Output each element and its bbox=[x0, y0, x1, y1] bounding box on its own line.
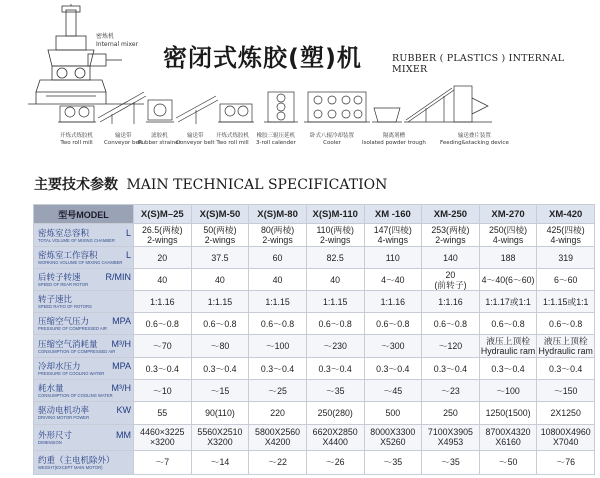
spec-row-label bbox=[34, 358, 134, 380]
table-row bbox=[34, 335, 595, 358]
spec-label-cn: 压缩空气消耗量 bbox=[38, 338, 98, 349]
spec-cell: 40 bbox=[134, 269, 192, 291]
spec-cell: 0.6～0.8 bbox=[249, 313, 307, 335]
spec-cell: ～230 bbox=[306, 335, 364, 358]
spec-cell: 1:1.15或1:1 bbox=[537, 291, 595, 313]
spec-unit: R/MIN bbox=[105, 272, 131, 283]
spec-label-en: SPEED RATIO OF ROTORS bbox=[38, 304, 92, 310]
spec-row-label bbox=[34, 424, 134, 450]
spec-cell: 0.6～0.8 bbox=[306, 313, 364, 335]
spec-cell: 188 bbox=[479, 247, 537, 269]
spec-cell: ～35 bbox=[364, 450, 422, 474]
spec-label-en: WORKING VOLUME OF MIXING CHAMBER bbox=[38, 260, 123, 266]
production-line-illustration bbox=[56, 78, 596, 136]
machine-caption: 输送带 Conveyor belt bbox=[104, 133, 143, 146]
spec-cell: 8700X4320 X6160 bbox=[479, 424, 537, 450]
spec-cell: ～50 bbox=[479, 450, 537, 474]
spec-label-en: WEIGHT(EXCEPT MAIN MOTOR) bbox=[38, 464, 103, 470]
spec-cell: 90(110) bbox=[191, 402, 249, 424]
spec-cell: 250(四棱) 4-wings bbox=[479, 224, 537, 247]
spec-cell: ～45 bbox=[364, 380, 422, 402]
spec-label-en: DRIVING MOTOR POWER bbox=[38, 415, 90, 421]
spec-cell: 6620X2850 X4400 bbox=[306, 424, 364, 450]
spec-cell: ～26 bbox=[306, 450, 364, 474]
spec-cell: 7100X3905 X4953 bbox=[422, 424, 480, 450]
machine-caption: 输送带 Conveyor belt bbox=[176, 133, 215, 146]
spec-cell: ～23 bbox=[422, 380, 480, 402]
spec-cell: 50(两棱) 2-wings bbox=[191, 224, 249, 247]
table-header-row bbox=[34, 205, 595, 224]
table-row bbox=[34, 247, 595, 269]
spec-label-cn: 压缩空气压力 bbox=[38, 316, 90, 327]
spec-label-cn: 密炼室总容积 bbox=[38, 227, 90, 238]
spec-label-en: CONSUMPTION OF COOLING WATER bbox=[38, 393, 113, 399]
spec-cell: 2X1250 bbox=[537, 402, 595, 424]
spec-cell: 1:1.16 bbox=[422, 291, 480, 313]
spec-unit: M³/H bbox=[111, 338, 131, 349]
spec-cell: 0.3～0.4 bbox=[191, 358, 249, 380]
spec-cell: ～25 bbox=[249, 380, 307, 402]
spec-cell: 1:1.17或1:1 bbox=[479, 291, 537, 313]
spec-cell: ～80 bbox=[191, 335, 249, 358]
spec-row-label bbox=[34, 450, 134, 474]
spec-label-cn: 外形尺寸 bbox=[38, 429, 73, 440]
spec-label-en: DIMENSION bbox=[38, 439, 62, 445]
model-column-header: XM-270 bbox=[479, 205, 537, 224]
page-title: 密闭式炼胶(塑)机 bbox=[163, 44, 362, 72]
spec-label-en: PRESSURE OF COMPRESSED AIR bbox=[38, 326, 107, 332]
spec-cell: 0.6～0.8 bbox=[537, 313, 595, 335]
spec-unit: KW bbox=[116, 405, 131, 416]
spec-cell: 40 bbox=[249, 269, 307, 291]
spec-cell: 1:1.15 bbox=[249, 291, 307, 313]
spec-cell: 1:1.15 bbox=[306, 291, 364, 313]
spec-cell: ～22 bbox=[249, 450, 307, 474]
table-row bbox=[34, 450, 595, 474]
spec-label-en: CONSUMPTION OF COMPRESSED AIR bbox=[38, 348, 116, 354]
machine-caption: 开炼式炼胶机 Two roll mill bbox=[60, 133, 94, 146]
spec-row-label bbox=[34, 291, 134, 313]
spec-cell: 0.3～0.4 bbox=[537, 358, 595, 380]
table-row bbox=[34, 269, 595, 291]
spec-cell: 8000X3300 X5260 bbox=[364, 424, 422, 450]
spec-cell: 26.5(两棱) 2-wings bbox=[134, 224, 192, 247]
spec-cell: 0.3～0.4 bbox=[364, 358, 422, 380]
spec-cell: 250(280) bbox=[306, 402, 364, 424]
spec-cell: ～120 bbox=[422, 335, 480, 358]
spec-cell: 0.3～0.4 bbox=[249, 358, 307, 380]
spec-section-title: 主要技术参数 MAIN TECHNICAL SPECIFICATION bbox=[34, 177, 388, 193]
spec-row-label bbox=[34, 224, 134, 247]
spec-cell: 250 bbox=[422, 402, 480, 424]
spec-cell: ～70 bbox=[134, 335, 192, 358]
spec-cell: 0.6～0.8 bbox=[191, 313, 249, 335]
spec-cell: 253(两棱) 2-wings bbox=[422, 224, 480, 247]
machine-caption: 开炼式炼胶机 Two roll mill bbox=[216, 133, 250, 146]
spec-cell: 82.5 bbox=[306, 247, 364, 269]
spec-cell: 37.5 bbox=[191, 247, 249, 269]
spec-cell: 500 bbox=[364, 402, 422, 424]
spec-cell: ～10 bbox=[134, 380, 192, 402]
spec-label-cn: 约重（主电机除外） bbox=[38, 454, 115, 465]
mixer-label: 密炼机 Internal mixer bbox=[96, 33, 139, 48]
spec-cell: 110 bbox=[364, 247, 422, 269]
spec-row-label bbox=[34, 247, 134, 269]
spec-cell: 0.6～0.8 bbox=[479, 313, 537, 335]
page-subtitle: RUBBER ( PLASTICS ) INTERNAL MIXER bbox=[392, 53, 565, 75]
spec-cell: 0.3～0.4 bbox=[479, 358, 537, 380]
table-row bbox=[34, 313, 595, 335]
model-header: 型号MODEL bbox=[34, 205, 134, 224]
spec-cell: 140 bbox=[422, 247, 480, 269]
table-row bbox=[34, 291, 595, 313]
spec-label-en: TOTAL VOLUME OF MIXING CHAMBER bbox=[38, 237, 115, 243]
machine-caption: 卧式八辊冷却装置 Cooler bbox=[310, 133, 355, 146]
spec-cell: 4460×3225 ×3200 bbox=[134, 424, 192, 450]
model-column-header: XM-250 bbox=[422, 205, 480, 224]
spec-cell: ～150 bbox=[537, 380, 595, 402]
spec-cell: 1:1.16 bbox=[134, 291, 192, 313]
machine-caption: 橡胶三辊压延机 3-roll calender bbox=[256, 133, 296, 146]
spec-row-label bbox=[34, 269, 134, 291]
catalog-header bbox=[0, 0, 600, 160]
spec-cell: ～15 bbox=[191, 380, 249, 402]
spec-row-label bbox=[34, 402, 134, 424]
spec-cell: 0.6～0.8 bbox=[364, 313, 422, 335]
spec-cell: 5560X2510 X3200 bbox=[191, 424, 249, 450]
spec-label-cn: 耗水量 bbox=[38, 383, 64, 394]
spec-cell: 0.3～0.4 bbox=[306, 358, 364, 380]
spec-cell: 10800X4960 X7040 bbox=[537, 424, 595, 450]
spec-unit: L bbox=[125, 227, 131, 238]
spec-label-cn: 后转子转速 bbox=[38, 272, 81, 283]
spec-cell: 0.3～0.4 bbox=[134, 358, 192, 380]
spec-label-en: SPEED OF REAR ROTOR bbox=[38, 282, 89, 288]
table-row bbox=[34, 224, 595, 247]
table-row bbox=[34, 358, 595, 380]
spec-cell: 0.6～0.8 bbox=[134, 313, 192, 335]
spec-cell: 110(两棱) 2-wings bbox=[306, 224, 364, 247]
spec-cell: ～35 bbox=[306, 380, 364, 402]
spec-cell: 40 bbox=[306, 269, 364, 291]
machine-caption: 隔离剂槽 Isolated powder trough bbox=[362, 133, 426, 146]
spec-cell: 6～60 bbox=[537, 269, 595, 291]
machine-caption: 滤胶机 Rubber strainer bbox=[138, 133, 181, 146]
spec-label-en: PRESSURE OF COOLING WATER bbox=[38, 371, 105, 377]
spec-unit: MM bbox=[116, 429, 131, 440]
spec-label-cn: 驱动电机功率 bbox=[38, 405, 90, 416]
table-row bbox=[34, 424, 595, 450]
spec-unit: MPA bbox=[112, 316, 131, 327]
spec-cell: 液压上顶栓 Hydraulic ram bbox=[480, 336, 536, 357]
spec-cell: 4～40 bbox=[364, 269, 422, 291]
model-column-header: X(S)M–25 bbox=[134, 205, 192, 224]
spec-cell: ～100 bbox=[249, 335, 307, 358]
spec-cell: 55 bbox=[134, 402, 192, 424]
table-row bbox=[34, 402, 595, 424]
spec-cell: 1250(1500) bbox=[479, 402, 537, 424]
spec-row-label bbox=[34, 380, 134, 402]
spec-cell: 液压上顶栓 Hydraulic ram bbox=[538, 336, 593, 357]
machine-caption: 输送叠片装置 Feeding&stacking device bbox=[440, 133, 509, 146]
model-column-header: X(S)M-50 bbox=[191, 205, 249, 224]
spec-unit: MPA bbox=[112, 361, 131, 372]
spec-cell: ～7 bbox=[134, 450, 192, 474]
spec-cell: 4～40(6～60) bbox=[479, 269, 537, 291]
spec-cell: 40 bbox=[191, 269, 249, 291]
table-row bbox=[34, 380, 595, 402]
spec-unit: M³/H bbox=[111, 383, 131, 394]
model-column-header: XM -160 bbox=[364, 205, 422, 224]
spec-row-label bbox=[34, 335, 134, 358]
spec-cell: 147(四棱) 4-wings bbox=[364, 224, 422, 247]
spec-row-label bbox=[34, 313, 134, 335]
model-column-header: X(S)M-80 bbox=[249, 205, 307, 224]
spec-label-cn: 转子速比 bbox=[38, 294, 73, 305]
spec-cell: 0.6～0.8 bbox=[422, 313, 480, 335]
spec-label-cn: 密炼室工作容积 bbox=[38, 250, 98, 261]
spec-cell: ～35 bbox=[422, 450, 480, 474]
spec-label-cn: 冷却水压力 bbox=[38, 361, 81, 372]
spec-cell: ～14 bbox=[191, 450, 249, 474]
spec-cell: ～76 bbox=[537, 450, 595, 474]
spec-cell: 0.3～0.4 bbox=[422, 358, 480, 380]
spec-cell: 20 (前转子) bbox=[422, 269, 480, 291]
spec-cell: 319 bbox=[537, 247, 595, 269]
spec-cell: 1:1.16 bbox=[364, 291, 422, 313]
spec-cell: 1:1.15 bbox=[191, 291, 249, 313]
spec-cell: ～300 bbox=[364, 335, 422, 358]
spec-cell: 425(四棱) 4-wings bbox=[537, 224, 595, 247]
spec-unit: L bbox=[125, 250, 131, 261]
spec-cell: ～100 bbox=[479, 380, 537, 402]
model-column-header: XM-420 bbox=[537, 205, 595, 224]
spec-cell: 220 bbox=[249, 402, 307, 424]
model-column-header: X(S)M-110 bbox=[306, 205, 364, 224]
spec-cell: 60 bbox=[249, 247, 307, 269]
spec-table bbox=[33, 204, 595, 475]
spec-cell: 5800X2560 X4200 bbox=[249, 424, 307, 450]
spec-cell: 80(两棱) 2-wings bbox=[249, 224, 307, 247]
spec-cell: 20 bbox=[134, 247, 192, 269]
